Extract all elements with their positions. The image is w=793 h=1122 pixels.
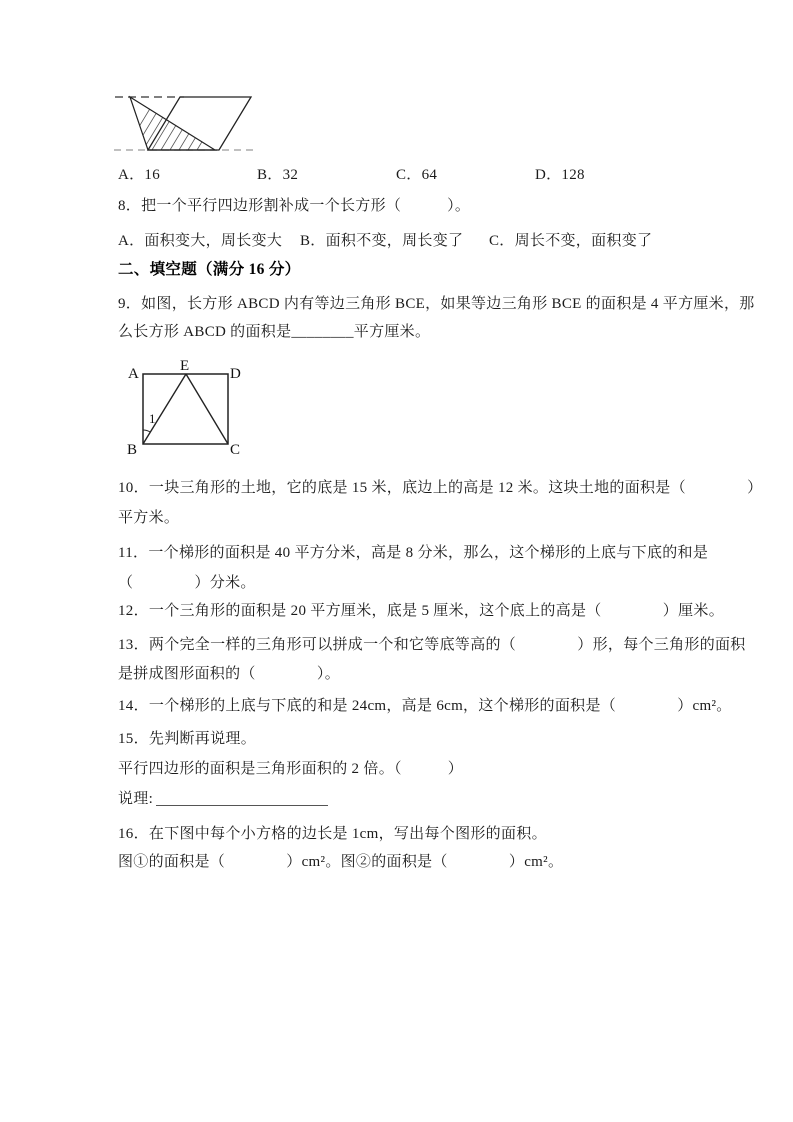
line-be: [143, 374, 186, 444]
angle-arc-b: [143, 430, 150, 432]
q14-text: 14．一个梯形的上底与下底的和是 24cm，高是 6cm，这个梯形的面积是（ ）cm²。: [118, 698, 732, 714]
triangle-shape: [130, 97, 215, 150]
q9-text-line2: 么长方形 ABCD 的面积是________平方厘米。: [118, 324, 431, 340]
q7-option-d: D．128: [535, 167, 585, 183]
hatch-lines: [125, 97, 229, 150]
q11-text-line2: （ ）分米。: [118, 575, 256, 591]
label-c: C: [230, 442, 241, 458]
rectangle-abcd-figure: [120, 356, 242, 458]
label-a: A: [128, 366, 139, 382]
q10-text-line1: 10．一块三角形的土地，它的底是 15 米，底边上的高是 12 米。这块土地的面积是（ ）: [118, 480, 763, 496]
q15-intro: 15．先判断再说理。: [118, 731, 257, 747]
q16-text-line2: 图①的面积是（ ）cm²。图②的面积是（ ）cm²。: [118, 854, 564, 870]
label-d: D: [230, 366, 241, 382]
section-fill-in-title: 二、填空题（满分 16 分）: [118, 261, 301, 278]
q8-text: 8．把一个平行四边形割补成一个长方形（ ）。: [118, 198, 471, 214]
q8-option-b: B．面积不变，周长变了: [300, 233, 464, 249]
q13-text-line2: 是拼成图形面积的（ ）。: [118, 666, 341, 682]
rectangle-abcd: [143, 374, 228, 444]
q8-option-c: C．周长不变，面积变了: [489, 233, 653, 249]
q15-statement: 平行四边形的面积是三角形面积的 2 倍。（ ）: [118, 761, 464, 777]
line-ec: [186, 374, 228, 444]
q11-text-line1: 11．一个梯形的面积是 40 平方分米，高是 8 分米，那么，这个梯形的上底与下底的和是: [118, 545, 709, 561]
q7-option-a: A．16: [118, 167, 161, 183]
q10-text-line2: 平方米。: [118, 510, 180, 526]
q9-text-line1: 9．如图，长方形 ABCD 内有等边三角形 BCE，如果等边三角形 BCE 的面积是 4 平方厘米，那: [118, 296, 755, 312]
parallelogram-triangle-figure: [112, 88, 262, 160]
q15-reason-blank-line: [156, 805, 328, 806]
label-e: E: [180, 358, 190, 374]
label-angle-1: 1: [149, 411, 156, 426]
label-b: B: [127, 442, 138, 458]
q16-text-line1: 16．在下图中每个小方格的边长是 1cm，写出每个图形的面积。: [118, 826, 547, 842]
q13-text-line1: 13．两个完全一样的三角形可以拼成一个和它等底等高的（ ）形，每个三角形的面积: [118, 637, 746, 653]
parallelogram-shape: [148, 97, 251, 150]
q7-option-c: C．64: [396, 167, 438, 183]
q8-option-a: A．面积变大，周长变大: [118, 233, 283, 249]
q7-option-b: B．32: [257, 167, 299, 183]
q15-reason-label: 说理:: [118, 791, 154, 807]
q12-text: 12．一个三角形的面积是 20 平方厘米，底是 5 厘米，这个底上的高是（ ）厘米。: [118, 603, 725, 619]
